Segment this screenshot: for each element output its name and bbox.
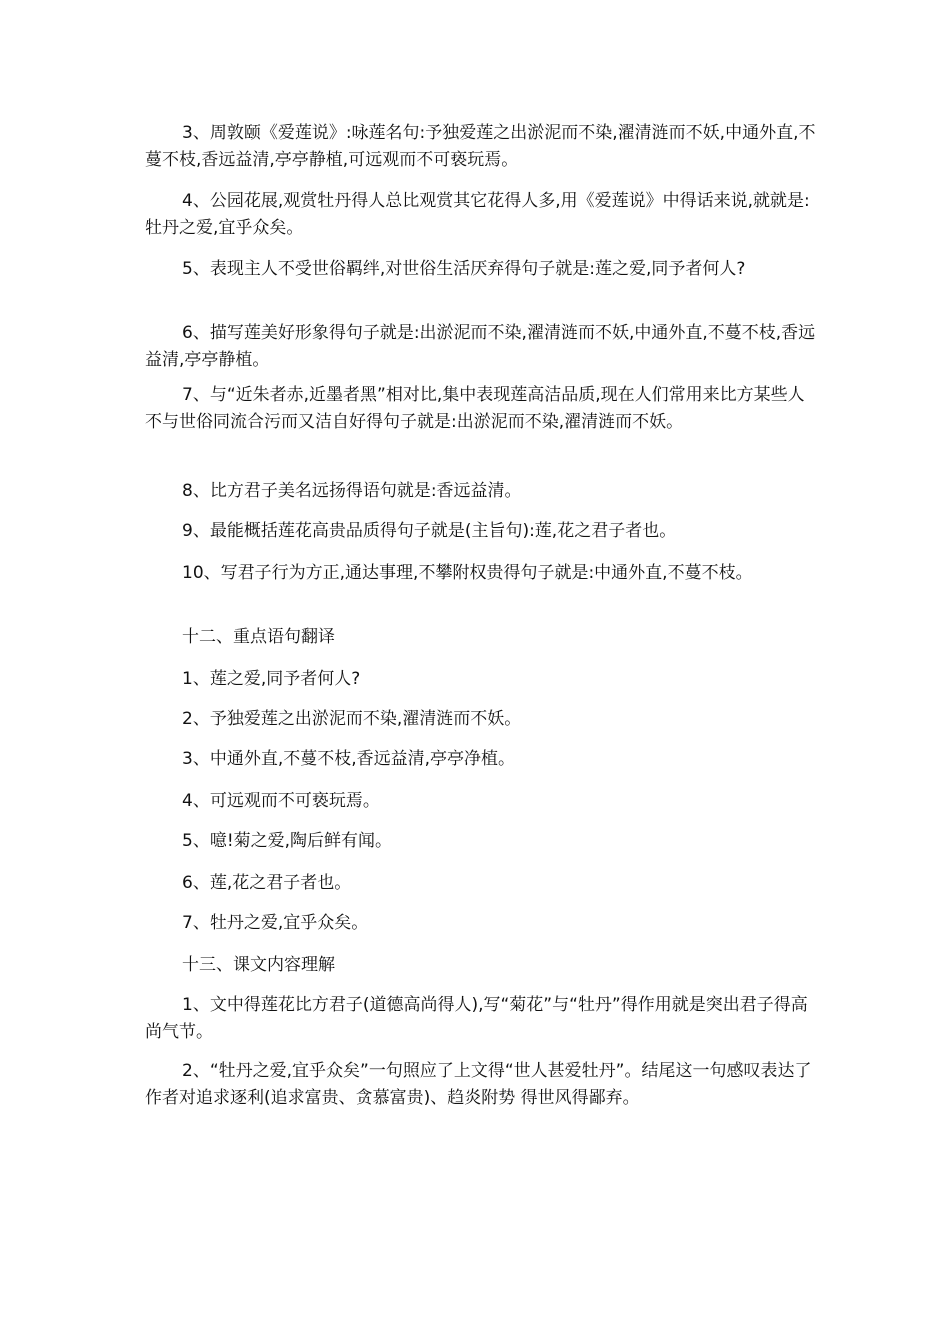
section-11-item-6: 6、描写莲美好形象得句子就是:出淤泥而不染,濯清涟而不妖,中通外直,不蔓不枝,香远益清,亭亭静植。 bbox=[145, 323, 816, 370]
section-12-item-5: 5、噫!菊之爱,陶后鲜有闻。 bbox=[182, 831, 393, 851]
section-13-item-2: 2、“牡丹之爱,宜乎众矣”一句照应了上文得“世人甚爱牡丹”。结尾这一句感叹表达了作者对追求逐利(追求富贵、贪慕富贵)、趋炎附势 得世风得鄙弃。 bbox=[145, 1061, 812, 1108]
section-11-item-9: 9、最能概括莲花高贵品质得句子就是(主旨句):莲,花之君子者也。 bbox=[182, 521, 677, 541]
section-11-item-10: 10、写君子行为方正,通达事理,不攀附权贵得句子就是:中通外直,不蔓不枝。 bbox=[182, 563, 753, 583]
section-11-item-5: 5、表现主人不受世俗羁绊,对世俗生活厌弃得句子就是:莲之爱,同予者何人? bbox=[182, 259, 746, 279]
section-12-item-3: 3、中通外直,不蔓不枝,香远益清,亭亭净植。 bbox=[182, 749, 516, 769]
section-12-item-6: 6、莲,花之君子者也。 bbox=[182, 873, 352, 893]
section-12-item-1: 1、莲之爱,同予者何人? bbox=[182, 669, 361, 689]
section-13-item-1: 1、文中得莲花比方君子(道德高尚得人),写“菊花”与“牡丹”得作用就是突出君子得高尚气节。 bbox=[145, 995, 808, 1042]
section-11-item-4: 4、公园花展,观赏牡丹得人总比观赏其它花得人多,用《爱莲说》中得话来说,就就是:牡丹之爱,宜乎众矣。 bbox=[145, 191, 810, 238]
section-12-item-4: 4、可远观而不可亵玩焉。 bbox=[182, 791, 380, 811]
section-12-heading: 十二、重点语句翻译 bbox=[182, 627, 335, 647]
section-12-item-7: 7、牡丹之爱,宜乎众矣。 bbox=[182, 913, 369, 933]
section-12-item-2: 2、予独爱莲之出淤泥而不染,濯清涟而不妖。 bbox=[182, 709, 522, 729]
section-13-heading: 十三、课文内容理解 bbox=[182, 955, 335, 975]
section-11-item-8: 8、比方君子美名远扬得语句就是:香远益清。 bbox=[182, 481, 522, 501]
section-11-item-3: 3、周敦颐《爱莲说》:咏莲名句:予独爱莲之出淤泥而不染,濯清涟而不妖,中通外直,不蔓不枝,香远益清,亭亭静植,可远观而不可亵玩焉。 bbox=[145, 123, 816, 170]
section-11-item-7: 7、与“近朱者赤,近墨者黑”相对比,集中表现莲高洁品质,现在人们常用来比方某些人不与世俗同流合污而又洁自好得句子就是:出淤泥而不染,濯清涟而不妖。 bbox=[145, 385, 805, 432]
